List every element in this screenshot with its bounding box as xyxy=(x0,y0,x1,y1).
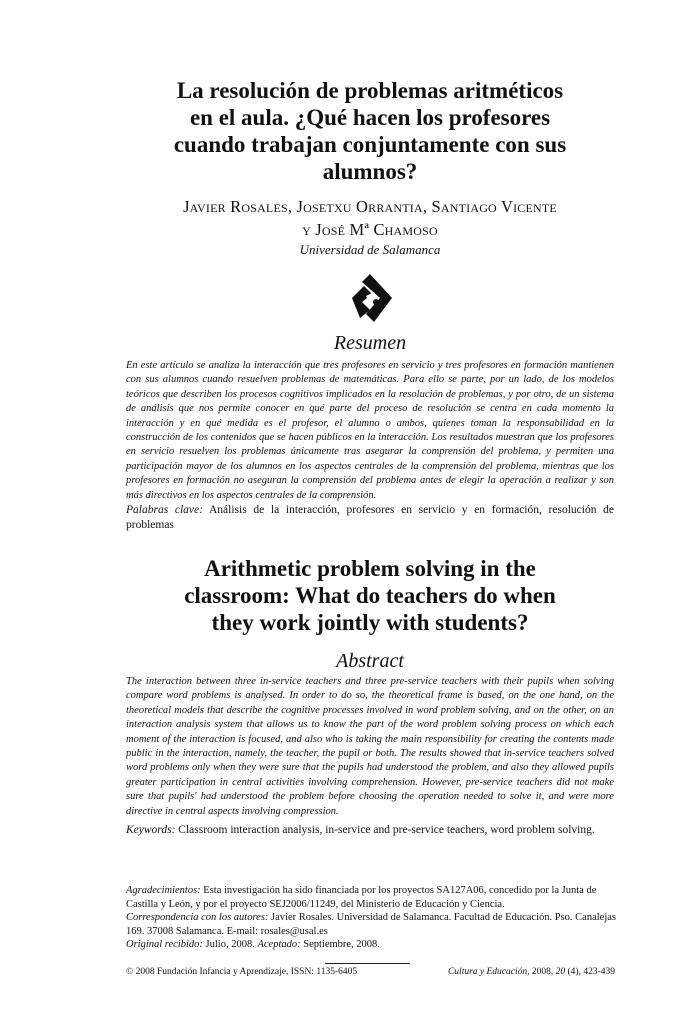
palabras-clave xyxy=(126,503,614,533)
accepted-label: Aceptado: xyxy=(257,939,301,951)
spanish-title-line: La resolución de problemas aritméticos xyxy=(176,78,564,103)
resumen-heading: Resumen xyxy=(333,332,407,354)
spanish-title-line: cuando trabajan conjuntamente con sus xyxy=(173,132,567,157)
received-label: Original recibido: xyxy=(126,939,203,951)
english-title-line: classroom: What do teachers do when xyxy=(184,583,556,608)
keywords-label: Keywords: xyxy=(126,824,176,836)
spanish-title-line: en el aula. ¿Qué hacen los profesores xyxy=(189,105,551,130)
journal-logo-icon xyxy=(348,272,394,324)
resumen-text: En este artículo se analiza la interacción que tres profesores en servicio y tres profesores en formación mantienen con sus alumnos cuando resuelven problemas de matemáticas. Para ello se parte, por un lado, de los modelos teóricos que describen los procesos cognitivos implicados en la resolución de problemas, y por otro, de un sistema de análisis que nos permite conocer en qué parte del proceso de resolución se centra en cada momento la interacción y en qué medida es el profesor, el alumno o ambos, quienes toman la responsabilidad en la construcción de los contenidos que se hacen públicos en la interacción. Los resultados muestran que los profesores en servicio resuelven los problemas únicamente tras asegurar la comprensión del problema, y permiten una participación mayor de los alumnos en los aspectos centrales de la comprensión del problema, mientras que los profesores en formación no aseguran la comprensión del problema antes de elegir la operación a realizar y son más directivos en los aspectos centrales de la comprensión. xyxy=(126,360,614,501)
accepted-text: Septiembre, 2008. xyxy=(300,939,380,951)
palabras-clave-label: Palabras clave: xyxy=(126,504,203,516)
journal-name: Cultura y Educación xyxy=(447,967,528,977)
abstract-heading: Abstract xyxy=(336,650,404,672)
journal-year: , 2008, xyxy=(527,967,556,977)
received-text: Julio, 2008. xyxy=(202,939,258,951)
footer-divider xyxy=(325,963,410,964)
authors-line: y José Mª Chamoso xyxy=(302,220,438,239)
authors-line: Javier Rosales, Josetxu Orrantia, Santiago Vicente xyxy=(183,197,557,216)
correspondence-label: Correspondencia con los autores: xyxy=(126,912,269,924)
correspondence-text: Javier Rosales. Universidad de Salamanca. Facultad de Educación. Pso. Canalejas 169. 37008 Salamanca. E-mail: rosales@usal.es xyxy=(126,912,616,937)
english-title xyxy=(90,555,650,636)
acknowledgements-label: Agradecimientos: xyxy=(126,885,201,896)
spanish-title xyxy=(120,77,620,185)
keywords xyxy=(126,823,614,838)
keywords-text: Classroom interaction analysis, in-service and pre-service teachers, word problem solving. xyxy=(175,824,595,836)
authors xyxy=(80,195,660,241)
acknowledgements xyxy=(126,884,620,911)
journal-volume: 20 xyxy=(555,967,566,977)
footnotes xyxy=(126,884,620,952)
english-title-line: they work jointly with students? xyxy=(211,610,529,635)
palabras-clave-text: Análisis de la interacción, profesores en servicio y en formación, resolución de problemas xyxy=(126,504,614,531)
correspondence xyxy=(126,911,620,938)
copyright: © 2008 Fundación Infancia y Aprendizaje, ISSN: 1135-6405 xyxy=(126,967,358,977)
journal-citation xyxy=(448,967,615,977)
affiliation: Universidad de Salamanca xyxy=(299,242,441,257)
acknowledgements-text: Esta investigación ha sido financiada por los proyectos SA127A06, concedido por la Junta de Castilla y León, y por el proyecto SEJ2006/11249, del Ministerio de Educación y Ciencia. xyxy=(126,885,597,910)
spanish-title-line: alumnos? xyxy=(322,159,418,184)
journal-issue-pages: (4), 423-439 xyxy=(565,967,615,977)
english-title-line: Arithmetic problem solving in the xyxy=(204,556,536,581)
abstract-text: The interaction between three in-service teachers and three pre-service teachers with their pupils when solving compare word problems is analysed. In order to do so, the theoretical frame is based, on the one hand, on the theoretical models that describe the cognitive processes involved in word problem solving, and on the other, on an interaction analysis system that allows us to know the part of the word problem solving process on which each moment of the interaction is focused, and also who is taking the main responsibility for creating the contents made public in the interaction, namely, the teacher, the pupil or both. The results showed that in-service teachers solved word problems only when they were sure that the pupils had understood the problem, and also they allowed pupils greater participation in central activities involving comprehension. However, pre-service teachers did not make sure that pupils' had understood the problem before choosing the operation needed to solve it, and were more directive in central aspects involving compression. xyxy=(126,676,614,817)
received-accepted xyxy=(126,938,620,952)
